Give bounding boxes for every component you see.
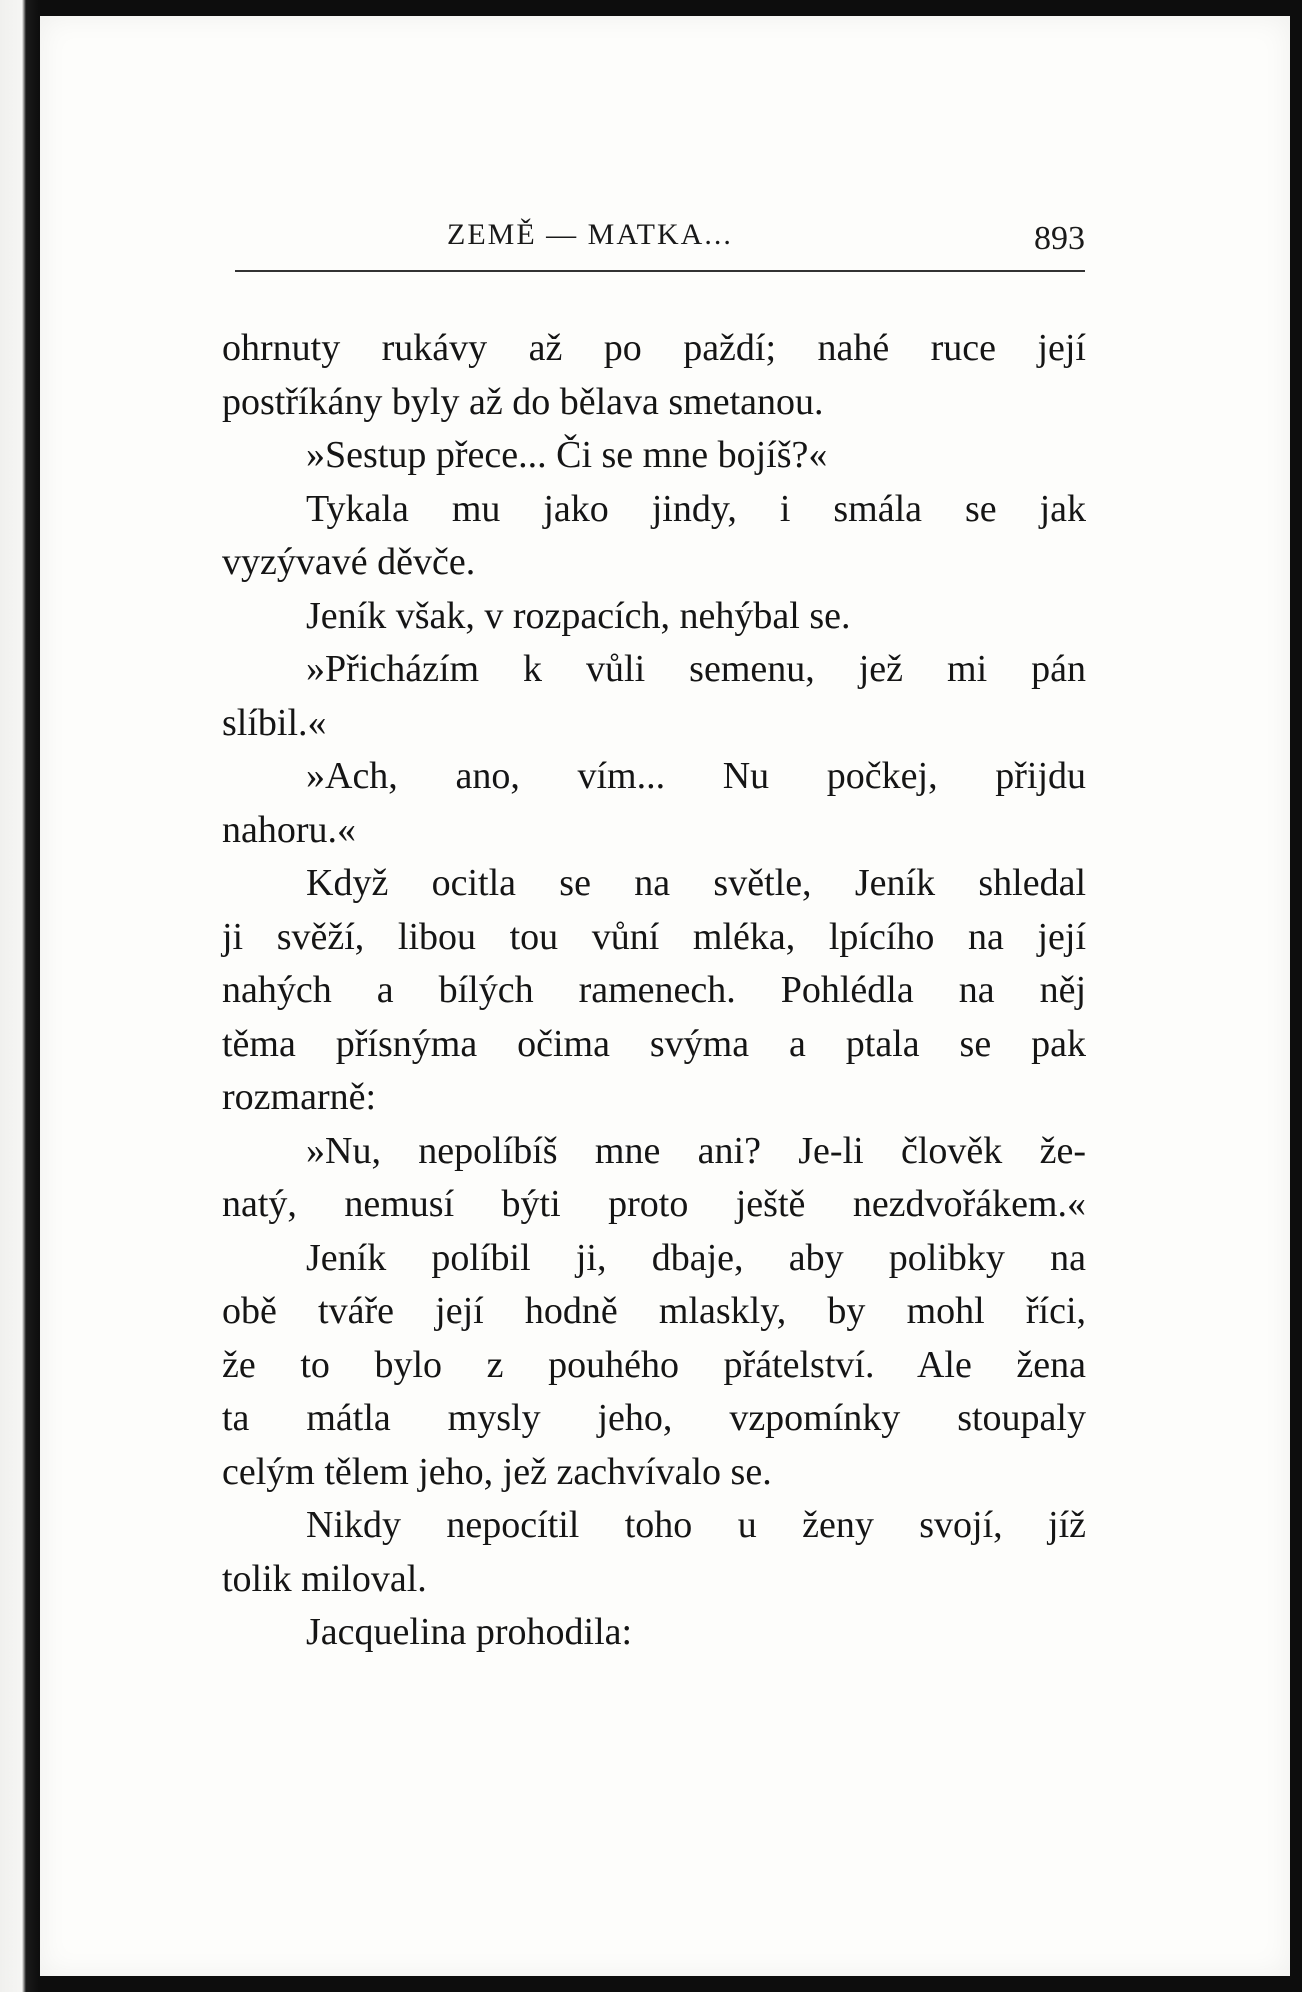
text-line: postříkány byly až do bělava smetanou. bbox=[222, 380, 824, 423]
text-line: »Nu, nepolíbíš mne ani? Je-li člověk že- bbox=[306, 1129, 1086, 1172]
text-line: Nikdy nepocítil toho u ženy svojí, jíž bbox=[306, 1504, 1086, 1546]
text-line: rozmarně: bbox=[222, 1076, 377, 1118]
text-line: ta mátla mysly jeho, vzpomínky stoupaly bbox=[222, 1397, 1086, 1439]
text-line: Jeník políbil ji, dbaje, aby polibky na bbox=[306, 1236, 1086, 1279]
text-line: celým tělem jeho, jež zachvívalo se. bbox=[222, 1450, 772, 1493]
text-line: slíbil.« bbox=[222, 701, 327, 744]
text-line: obě tváře její hodně mlaskly, by mohl říci, bbox=[222, 1290, 1086, 1332]
text-line: že to bylo z pouhého přátelství. Ale žena bbox=[222, 1343, 1086, 1386]
body-text bbox=[222, 322, 1086, 1660]
text-line: »Sestup přece... Či se mne bojíš?« bbox=[306, 434, 828, 476]
text-line: Jacquelina prohodila: bbox=[306, 1611, 633, 1653]
text-line: těma přísnýma očima svýma a ptala se pak bbox=[222, 1022, 1086, 1065]
left-page-edge bbox=[0, 0, 40, 1992]
text-line: Jeník však, v rozpacích, nehýbal se. bbox=[306, 594, 851, 637]
text-line: »Ach, ano, vím... Nu počkej, přijdu bbox=[306, 755, 1086, 797]
text-line: ji svěží, libou tou vůní mléka, lpícího na její bbox=[222, 915, 1086, 958]
text-line: nahoru.« bbox=[222, 808, 357, 851]
text-line: tolik miloval. bbox=[222, 1557, 427, 1600]
running-head-title: ZEMĚ — MATKA... bbox=[447, 218, 733, 251]
running-head bbox=[235, 218, 1085, 268]
header-rule bbox=[235, 270, 1085, 272]
text-line: Když ocitla se na světle, Jeník shledal bbox=[306, 862, 1086, 904]
text-line: »Přicházím k vůli semenu, jež mi pán bbox=[306, 648, 1086, 690]
text-line: vyzývavé děvče. bbox=[222, 541, 476, 583]
text-line: nahých a bílých ramenech. Pohlédla na něj bbox=[222, 969, 1086, 1011]
text-line: natý, nemusí býti proto ještě nezdvořákem.« bbox=[222, 1183, 1086, 1225]
page-number: 893 bbox=[1034, 220, 1085, 257]
right-page-edge bbox=[1290, 0, 1302, 1992]
text-line: ohrnuty rukávy až po paždí; nahé ruce její bbox=[222, 327, 1086, 369]
text-line: Tykala mu jako jindy, i smála se jak bbox=[306, 487, 1086, 530]
